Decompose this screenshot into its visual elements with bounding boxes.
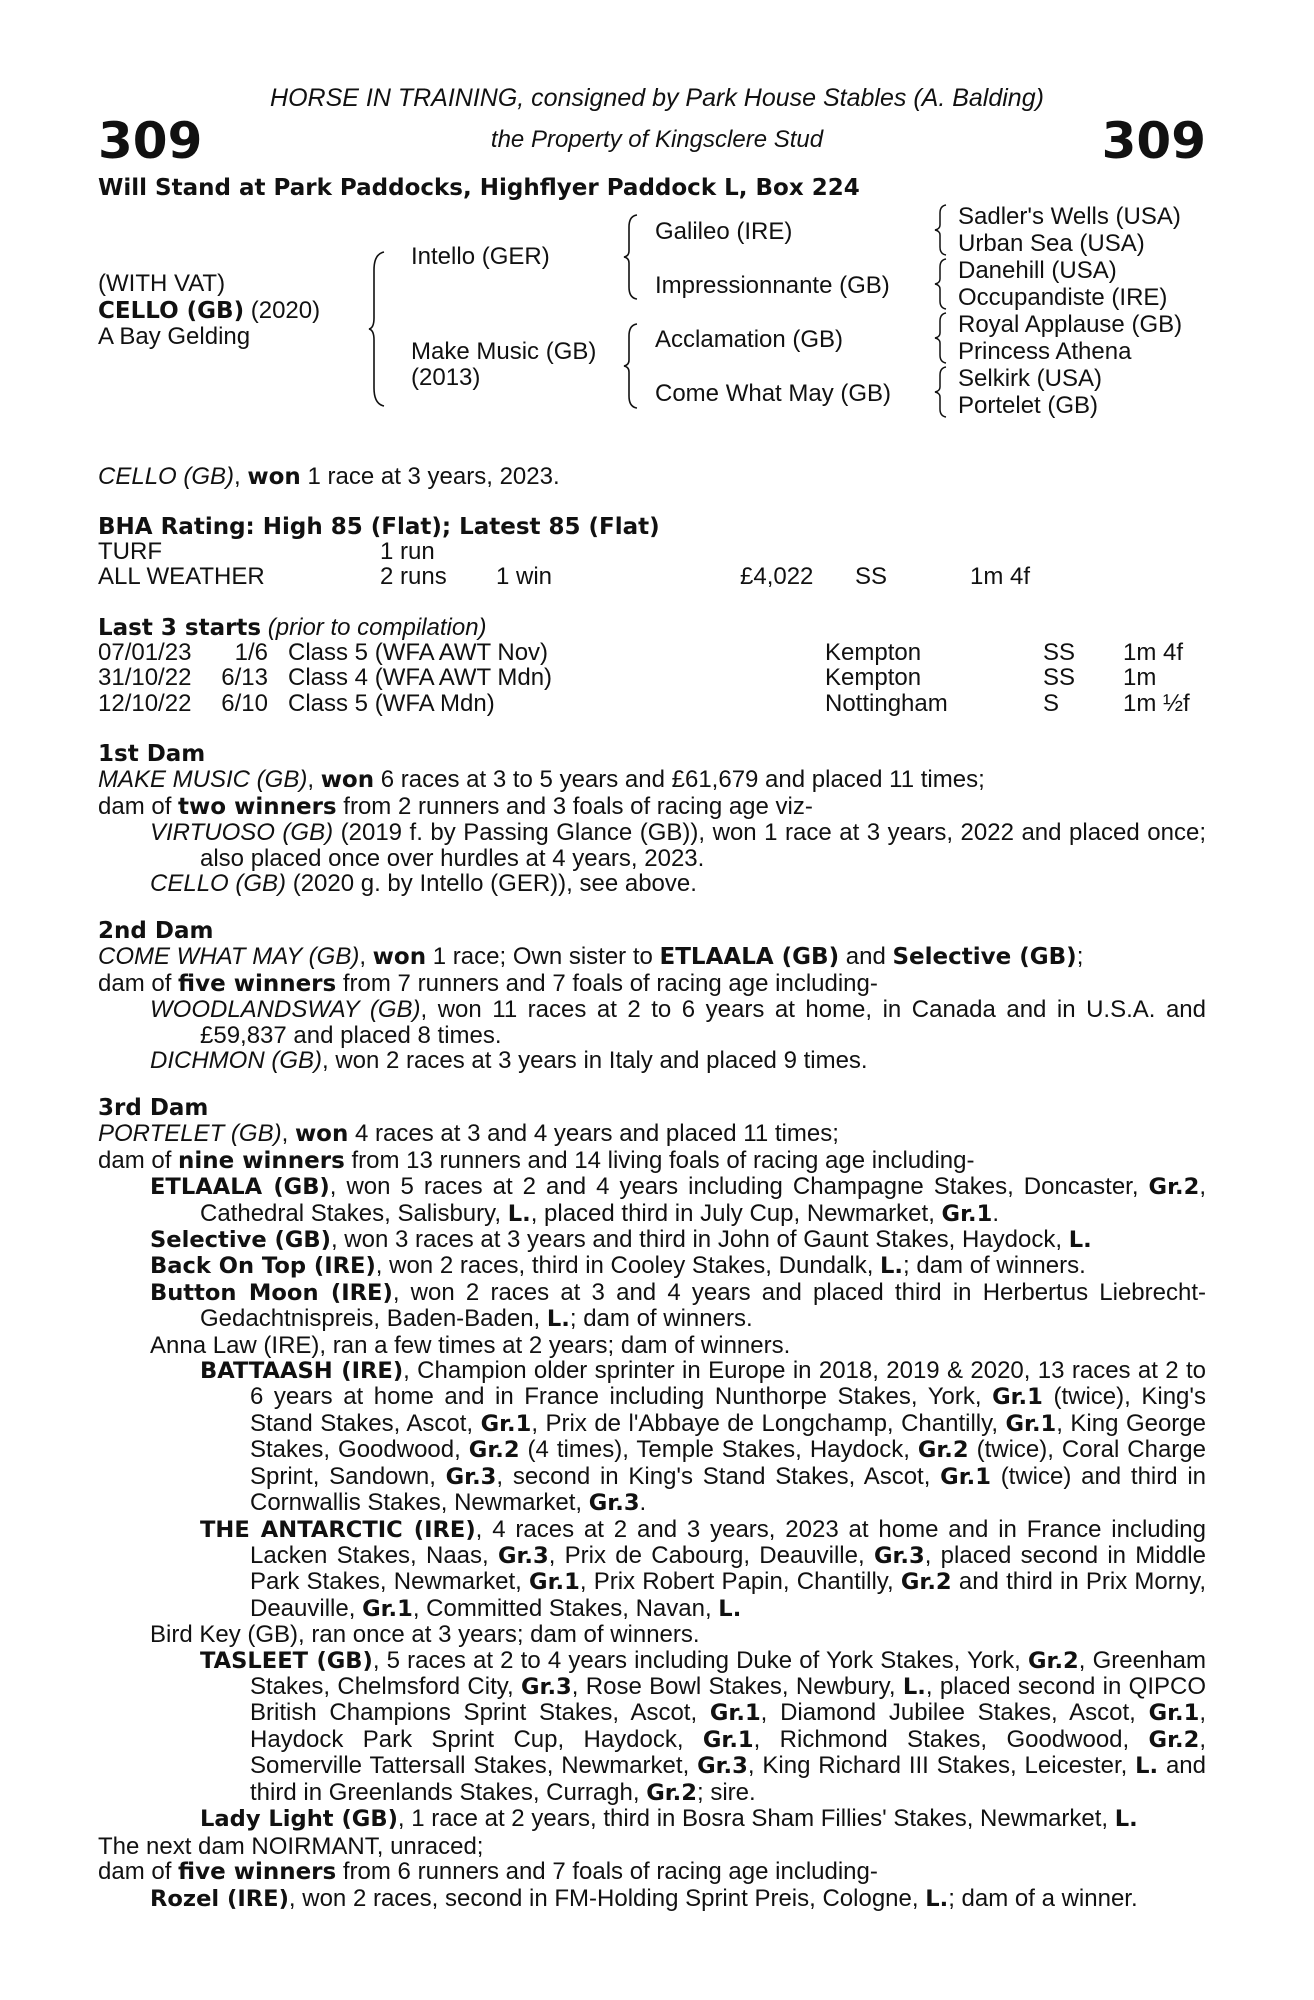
progeny-name: Selective (GB) [150,1227,331,1254]
pedigree-sire: Intello (GER) [411,243,550,270]
grade-label: Gr.1 [1148,1700,1200,1727]
progeny-text: , Somerville Tattersall Stakes, Newmarket, [250,1725,1206,1780]
progeny-name: Rozel (IRE) [150,1885,289,1912]
progeny-battaash [98,1358,1206,1516]
pedigree-dam-dam: Come What May (GB) [655,380,892,407]
wins-cell [496,539,740,564]
dam-record-text: 1 race; Own sister to [426,943,660,971]
grade-label: Gr.1 [940,1463,991,1490]
progeny-text: (4 times), Temple Stakes, Haydock, [519,1436,918,1464]
grade-label: Gr.3 [445,1463,497,1490]
grade-label: Gr.2 [917,1437,969,1464]
grade-label: Gr.3 [873,1542,925,1569]
progeny-text: , Richmond Stakes, Goodwood, [753,1725,1149,1753]
race-summary: CELLO (GB), won 1 race at 3 years, 2023. [98,463,560,490]
winners-count: five winners [178,1859,337,1886]
brace-gen2-top [623,213,641,301]
progeny-text: , placed second in Middle Park Stakes, Newmarket, [250,1541,1206,1596]
third-dam-heading: 3rd Dam [98,1095,209,1121]
second-dam-heading: 2nd Dam [98,918,214,944]
grade-label: L. [925,1885,949,1912]
grade-label: Gr.3 [588,1490,640,1517]
progeny-name: THE ANTARCTIC (IRE) [200,1516,476,1543]
grade-label: Gr.1 [362,1595,413,1622]
wins-cell: 1 win [496,563,553,591]
grade-label: Gr.1 [992,1384,1043,1411]
going-cell: SS [855,563,888,591]
progeny-text: ; dam of winners. [569,1305,753,1333]
grade-label: Gr.2 [900,1569,952,1596]
last-starts-table [98,640,1190,716]
position-cell: 1/6 [234,639,268,666]
last-starts-heading [98,615,487,641]
property-line: the Property of Kingsclere Stud [490,126,824,153]
last-starts-note: (prior to compilation) [261,614,487,641]
progeny-text: (twice) and third in Cornwallis Stakes, Newmarket, [250,1462,1207,1517]
pedigree-g3-6: Princess Athena [958,338,1132,365]
damof-rest: from 13 runners and 14 living foals of racing age including- [344,1146,975,1174]
race-cell: Class 4 (WFA AWT Mdn) [288,664,553,692]
progeny-bird-key: Bird Key (GB), ran once at 3 years; dam of winners. [150,1621,700,1649]
progeny-text: , Greenham Stakes, Chelmsford City, [250,1646,1206,1700]
horse-name: CELLO (GB) [98,298,245,324]
second-dam-record: COME WHAT MAY (GB), won 1 race; Own sister to ETLAALA (GB) and Selective (GB); [98,943,1084,971]
pedigree-dam: Make Music (GB) [411,338,597,365]
progeny-lady-light [98,1806,1206,1832]
brace-gen2-bottom [623,322,641,410]
third-dam-record: PORTELET (GB), won 4 races at 3 and 4 years and placed 11 times; [98,1120,839,1148]
dam-name: PORTELET (GB) [98,1120,282,1148]
stand-location: Will Stand at Park Paddocks, Highflyer Paddock L, Box 224 [98,175,860,201]
grade-label: L. [507,1200,531,1227]
table-row [98,539,1030,564]
next-dam-line: The next dam NOIRMANT, unraced; [98,1833,484,1860]
damof-text: dam of [98,1858,179,1886]
progeny-text: , won 2 races, second in FM-Holding Sprint Preis, Cologne, [288,1884,926,1912]
table-row [98,691,1190,716]
progeny-text: , won 5 races at 2 and 4 years including Champagne Stakes, Doncaster, [329,1173,1149,1201]
dam-record-text: 4 races at 3 and 4 years and placed 11 times; [348,1120,839,1148]
next-dam-produce [98,1859,1206,1885]
progeny-text: and third in Prix Morny, Deauville, [250,1568,1206,1622]
progeny-text: , won 2 races, third in Cooley Stakes, Dundalk, [375,1252,881,1280]
position-cell: 6/10 [221,689,268,717]
brace-gen3-1 [934,203,950,257]
progeny-name: CELLO (GB) [150,870,287,898]
consignor-line: HORSE IN TRAINING, consigned by Park House Stables (A. Balding) [270,84,1044,112]
damof-rest: from 2 runners and 3 foals of racing age viz- [336,792,813,820]
distance-cell: 1m ½f [1123,689,1190,717]
third-dam-produce [98,1148,1206,1174]
grade-label: Gr.1 [702,1726,754,1753]
punctuation: ; [1076,943,1084,971]
lot-number-left: 309 [98,112,203,170]
progeny-record: , won 2 races at 3 years in Italy and placed 9 times. [321,1047,868,1075]
progeny-name: Lady Light (GB) [200,1805,398,1832]
horse-name-line [98,297,320,325]
pedigree-g3-4: Occupandiste (IRE) [958,284,1168,311]
winners-count: five winners [178,970,337,997]
pedigree-dam-year: (2013) [411,364,481,391]
prize-cell: £4,022 [740,563,814,591]
damof-text: dam of [98,792,179,820]
pedigree-sire-dam: Impressionnante (GB) [655,272,890,299]
summary-horse-name: CELLO (GB) [98,463,235,490]
going-cell [855,539,970,564]
winners-count: two winners [178,793,337,820]
progeny-name: DICHMON (GB) [150,1047,322,1075]
going-cell: SS [1043,664,1076,692]
runs-cell: 1 run [380,538,435,565]
grade-label: Gr.3 [521,1673,572,1700]
progeny-name: Back On Top (IRE) [150,1253,376,1280]
progeny-text: , 5 races at 2 to 4 years including Duke of York Stakes, York, [372,1646,1028,1674]
pedigree-g3-7: Selkirk (USA) [958,365,1103,392]
progeny-woodlandsway [98,997,1206,1048]
progeny-record: (2019 f. by Passing Glance (GB)), won 1 race at 3 years, 2022 and placed once; also placed once over hurdles at 4 years, 2023. [200,819,1206,872]
progeny-etlaala [98,1174,1206,1227]
conjunction: and [839,943,893,971]
lot-number-right: 309 [1101,112,1206,170]
grade-label: L. [1068,1227,1092,1254]
progeny-text: , Prix Robert Papin, Chantilly, [579,1568,901,1596]
progeny-text: ; dam of winners. [903,1252,1086,1280]
sibling-name: Selective (GB) [892,944,1077,971]
brace-gen3-4 [934,365,950,419]
grade-label: Gr.3 [697,1753,748,1780]
progeny-name: WOODLANDSWAY (GB) [150,996,421,1024]
grade-label: Gr.1 [709,1700,761,1727]
race-cell: Class 5 (WFA AWT Nov) [288,639,549,666]
progeny-rozel [98,1886,1206,1912]
runs-cell: 2 runs [380,563,447,591]
progeny-text: ; dam of a winner. [948,1884,1138,1912]
date-cell: 12/10/22 [98,689,192,717]
first-dam-produce [98,794,1206,820]
progeny-text: , Committed Stakes, Navan, [412,1594,719,1622]
sibling-name: ETLAALA (GB) [659,944,840,971]
progeny-text: . [992,1199,999,1227]
surface-cell: ALL WEATHER [98,563,265,591]
progeny-text: , placed second in QIPCO British Champions Sprint Stakes, Ascot, [250,1672,1207,1727]
progeny-text: , Rose Bowl Stakes, Newbury, [571,1672,903,1700]
progeny-button-moon [98,1280,1206,1333]
first-dam-heading: 1st Dam [98,741,206,767]
brace-gen1 [368,250,388,408]
progeny-tasleet [98,1648,1206,1806]
damof-rest: from 6 runners and 7 foals of racing age including- [336,1858,878,1886]
going-cell: SS [1043,639,1076,666]
table-row [98,640,1190,665]
won-label: won [320,767,375,794]
progeny-back-on-top [98,1253,1206,1279]
vat-note: (WITH VAT) [98,270,226,297]
dam-record-text: 6 races at 3 to 5 years and £61,679 and placed 11 times; [374,766,985,794]
table-row [98,564,1030,589]
first-dam-section [98,742,1206,896]
grade-label: Gr.1 [480,1410,532,1437]
damof-rest: from 7 runners and 7 foals of racing age including- [336,969,878,997]
dam-name: COME WHAT MAY (GB) [98,943,360,971]
distance-cell [970,539,1030,564]
progeny-the-antarctic [98,1517,1206,1623]
won-label: won [294,1121,349,1148]
progeny-text: , won 2 races at 3 and 4 years and placed third in Herbertus Liebrecht-Gedachtnispreis, Baden-Baden, [200,1278,1206,1333]
grade-label: L. [1114,1805,1138,1832]
position-cell: 6/13 [221,664,268,692]
grade-label: Gr.2 [468,1437,520,1464]
pedigree-g3-8: Portelet (GB) [958,392,1099,419]
progeny-text: , 1 race at 2 years, third in Bosra Sham Fillies' Stakes, Newmarket, [397,1804,1115,1832]
progeny-name: BATTAASH (IRE) [200,1358,404,1385]
distance-cell: 1m 4f [970,563,1031,591]
last-starts-title: Last 3 starts [98,615,262,641]
grade-label: L. [718,1595,742,1622]
course-cell: Nottingham [825,689,948,717]
progeny-text: (twice), Coral Charge Sprint, Sandown, [250,1436,1206,1490]
grade-label: L. [1135,1753,1159,1780]
damof-text: dam of [98,1146,179,1174]
grade-label: Gr.2 [1148,1726,1200,1753]
table-row [98,665,1190,690]
first-dam-record: MAKE MUSIC (GB), won 6 races at 3 to 5 years and £61,679 and placed 11 times; [98,766,985,794]
progeny-text: , Champion older sprinter in Europe in 2018, 2019 & 2020, 13 races at 2 to 6 years at home and in France including Nunthorpe Stakes, York, [250,1357,1206,1411]
horse-year: (2020) [244,297,321,324]
winners-count: nine winners [178,1147,345,1174]
progeny-cello [98,871,1206,896]
grade-label: Gr.1 [941,1200,993,1227]
damof-text: dam of [98,969,179,997]
progeny-text: , King George Stakes, Goodwood, [250,1409,1206,1464]
progeny-text: , Prix de Cabourg, Deauville, [548,1541,874,1569]
progeny-dichmon [98,1048,1206,1073]
progeny-text: and third in Greenlands Stakes, Curragh, [250,1752,1206,1806]
brace-gen3-2 [934,257,950,311]
progeny-text: , King Richard III Stakes, Leicester, [747,1752,1136,1780]
progeny-name: VIRTUOSO (GB) [150,819,334,847]
pedigree-g3-3: Danehill (USA) [958,257,1117,284]
summary-record: 1 race at 3 years, 2023. [300,463,560,490]
race-cell: Class 5 (WFA Mdn) [288,689,495,717]
performance-table [98,539,1030,590]
grade-label: Gr.2 [1028,1647,1079,1674]
summary-won: won [247,464,301,490]
progeny-text: , second in King's Stand Stakes, Ascot, [496,1462,941,1490]
progeny-name: Button Moon (IRE) [150,1279,393,1306]
pedigree-sire-sire: Galileo (IRE) [655,218,793,245]
grade-label: L. [902,1673,926,1700]
grade-label: Gr.1 [1005,1410,1057,1437]
pedigree-g3-2: Urban Sea (USA) [958,230,1145,257]
progeny-text: , Prix de l'Abbaye de Longchamp, Chantilly, [531,1409,1006,1437]
progeny-record: , won 11 races at 2 to 6 years at home, in Canada and in U.S.A. and £59,837 and placed 8 times. [200,996,1207,1049]
surface-cell: TURF [98,538,162,565]
pedigree-g3-5: Royal Applause (GB) [958,311,1183,338]
progeny-text: , Cathedral Stakes, Salisbury, [200,1173,1206,1227]
progeny-virtuoso [98,820,1206,871]
second-dam-section [98,919,1206,1073]
pedigree-g3-1: Sadler's Wells (USA) [958,203,1181,230]
brace-gen3-3 [934,311,950,365]
bha-rating: BHA Rating: High 85 (Flat); Latest 85 (Flat) [98,514,660,540]
progeny-text: (twice), King's Stand Stakes, Ascot, [250,1383,1206,1437]
progeny-record: (2020 g. by Intello (GER)), see above. [286,870,697,898]
horse-description: A Bay Gelding [98,323,251,350]
progeny-name: ETLAALA (GB) [150,1174,330,1201]
grade-label: Gr.3 [497,1542,549,1569]
pedigree-dam-sire: Acclamation (GB) [655,326,844,353]
grade-label: Gr.2 [1148,1174,1200,1201]
progeny-text: , placed third in July Cup, Newmarket, [530,1199,942,1227]
third-dam-section [98,1096,1206,1832]
progeny-text: , 4 races at 2 and 3 years, 2023 at home and in France including Lacken Stakes, Naas, [250,1515,1206,1569]
progeny-text: , Haydock Park Sprint Cup, Haydock, [250,1699,1207,1753]
course-cell: Kempton [825,639,922,666]
progeny-text: , Diamond Jubilee Stakes, Ascot, [760,1699,1149,1727]
course-cell: Kempton [825,664,922,692]
distance-cell: 1m 4f [1123,639,1184,666]
going-cell: S [1043,689,1060,717]
won-label: won [372,944,427,971]
progeny-text: ; sire. [696,1778,756,1806]
progeny-selective [98,1227,1206,1253]
progeny-text: , won 3 races at 3 years and third in John of Gaunt Stakes, Haydock, [330,1226,1069,1254]
date-cell: 07/01/23 [98,639,192,666]
progeny-text: . [639,1489,647,1517]
prize-cell [740,539,855,564]
date-cell: 31/10/22 [98,664,192,692]
progeny-name: TASLEET (GB) [200,1647,373,1674]
next-dam-section [98,1834,1206,1912]
grade-label: Gr.2 [646,1779,697,1806]
grade-label: Gr.1 [529,1569,580,1596]
dam-name: MAKE MUSIC (GB) [98,766,308,794]
grade-label: L. [880,1253,904,1280]
progeny-anna-law: Anna Law (IRE), ran a few times at 2 years; dam of winners. [150,1331,791,1359]
distance-cell: 1m [1123,664,1157,692]
second-dam-produce [98,971,1206,997]
grade-label: L. [546,1306,570,1333]
